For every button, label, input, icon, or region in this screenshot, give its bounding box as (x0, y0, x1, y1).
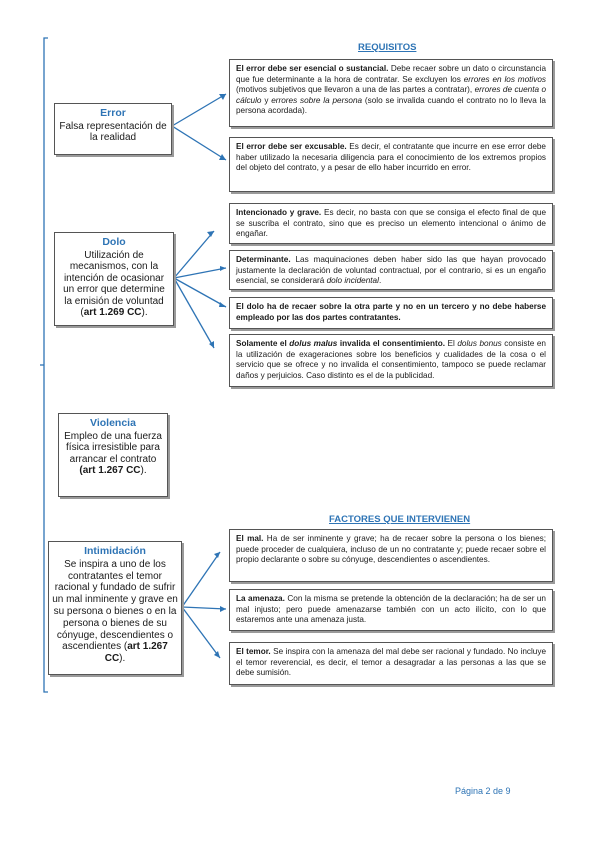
dolo-req-4-bi: dolus malus (289, 339, 338, 348)
intim-fac-2-t1: Con la misma se pretende la obtención de la declaración; ha de ser un mal injusto; pero puede amenazarse también con un acto ilícito, con lo que estaremos ante una amenaza justa. (236, 594, 546, 625)
intim-fac-3-bold: El temor. (236, 647, 271, 656)
violencia-ref: (art 1.267 CC (79, 465, 141, 476)
error-req-2-bold: El error debe ser excusable. (236, 142, 347, 151)
dolo-req-3-bold: El dolo ha de recaer sobre la otra parte y no en un tercero y no debe haberse empleado por las dos partes contratantes. (236, 302, 546, 322)
error-req-2 (229, 137, 553, 192)
arrow-error-2 (172, 126, 226, 160)
error-text: Falsa representación de la realidad (59, 120, 167, 143)
error-title: Error (100, 107, 126, 119)
error-req-2-t1: Es decir, el contratante que incurre en ese error debe haber utilizado la necesaria diligencia para el conocimiento de los extremos propios del objeto del contrato, y a pesar de ello haber incurrido en error. (236, 142, 546, 173)
dolo-title: Dolo (102, 236, 126, 248)
error-req-1-t2: (motivos subjetivos que llevaron a una de las partes a contratar), (236, 85, 475, 95)
intim-fac-1-t1: Ha de ser inminente y grave; ha de recaer sobre la persona o los bienes; puede proceder de cualquiera, incluso de un no contratante y; puede recaer sobre el propio declarante o sobre su cónyuge, descendientes o ascendientes. (236, 534, 546, 565)
dolo-req-1-t1: Es decir, no basta con que se consiga el efecto final de que se suscriba el contrato, sino que es preciso un elemento intencional o ánimo de engañar. (236, 208, 546, 239)
dolo-req-2 (229, 250, 553, 290)
dolo-req-2-t1: Las maquinaciones deben haber sido las que hayan provocado justamente la declaración de voluntad contractual, por el contrario, si es un engaño esencial, se considerará (236, 255, 546, 286)
dolo-req-1 (229, 203, 553, 244)
error-box (54, 103, 172, 155)
error-req-1-t3: y (261, 95, 272, 105)
violencia-title: Violencia (90, 417, 136, 429)
intim-fac-2 (229, 589, 553, 631)
dolo-req-2-bold: Determinante. (236, 255, 291, 264)
violencia-box (58, 413, 168, 497)
dolo-req-3 (229, 297, 553, 329)
intimidacion-ref: art 1.267 CC (104, 641, 168, 665)
intim-fac-1-bold: El mal. (236, 534, 264, 543)
dolo-box (54, 232, 174, 326)
dolo-ref: art 1.269 CC (83, 307, 142, 318)
error-req-1-i3: errores sobre la persona (271, 95, 363, 105)
error-req-1 (229, 59, 553, 127)
violencia-text: Empleo de una fuerza física irresistible para arrancar el contrato (64, 430, 162, 465)
dolo-req-4-b2: invalida el consentimiento. (337, 339, 446, 348)
page-footer: Página 2 de 9 (455, 786, 511, 796)
intim-fac-1 (229, 529, 553, 582)
intimidacion-text: Se inspira a uno de los contratantes el temor racional y fundado de sufrir un mal inminente y grave en su persona o bienes o en la persona o bienes de su cónyuge, descendientes o ascendientes ( (52, 558, 178, 653)
intimidacion-title: Intimidación (84, 545, 146, 557)
dolo-end: ). (141, 307, 148, 318)
dolo-req-2-i1: dolo incidental (326, 276, 379, 286)
intim-fac-3 (229, 642, 553, 685)
arrow-intim-1 (182, 552, 220, 607)
dolo-req-4-b1: Solamente el (236, 339, 290, 348)
side-title-wrapper (13, 370, 29, 386)
dolo-req-2-t2: . (378, 276, 382, 286)
intimidacion-box (48, 541, 182, 675)
error-req-1-i2: errores de cuenta o cálculo (236, 85, 546, 105)
dolo-req-1-bold: Intencionado y grave. (236, 208, 322, 217)
dolo-req-4-t1: El (445, 339, 458, 348)
error-req-1-i1: errores en los motivos (463, 74, 546, 84)
violencia-end: ). (140, 465, 147, 476)
dolo-req-4-i1: dolus bonus (457, 339, 502, 348)
section-requisitos: REQUISITOS (358, 42, 417, 53)
intim-fac-3-t1: Se inspira con la amenaza del mal debe ser racional y fundado. No incluye el temor reverencial, es decir, el temor a desagradar a las personas a las que se debe sumisión. (236, 647, 546, 678)
arrow-intim-3 (182, 607, 220, 658)
dolo-req-4 (229, 334, 553, 387)
error-req-1-t4: (solo se invalida cuando el contrato no lo lleva la persona acordada). (236, 95, 546, 116)
arrow-intim-2 (182, 607, 226, 609)
dolo-req-4-t2: consiste en la utilización de exageraciones sobre los beneficios y cualidades de la cosa o el servicio que se ofrece y no invalida el consentimiento, tampoco se puede reclamar daños y perjuicios. Caso distinto es el de la publicidad. (236, 339, 546, 380)
dolo-text: Utilización de mecanismos, con la intención de ocasionar un error que determine la emisión de voluntad ( (63, 249, 165, 318)
intim-fac-2-bold: La amenaza. (236, 594, 285, 603)
intimidacion-end: ). (119, 653, 126, 665)
error-req-1-bold: El error debe ser esencial o sustancial. (236, 64, 389, 73)
arrow-error-1 (172, 94, 226, 126)
section-factores: FACTORES QUE INTERVIENEN (329, 514, 471, 525)
error-req-1-t1: Debe recaer sobre un dato o circunstancia que fue determinante a la hora de contratar. Se excluyen los (236, 64, 547, 84)
